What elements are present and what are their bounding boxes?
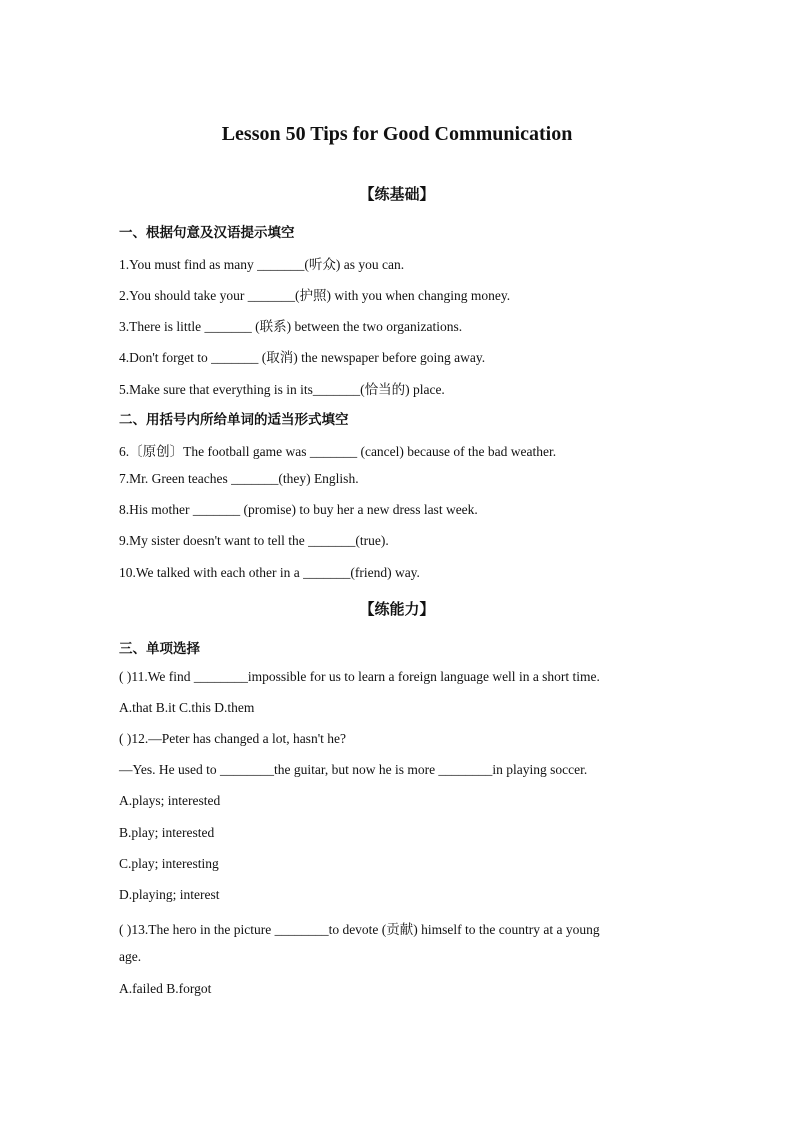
question-12-option-c: C.play; interesting xyxy=(119,856,219,871)
section2-heading: 二、用括号内所给单词的适当形式填空 xyxy=(119,412,349,428)
question-1: 1.You must find as many _______(听众) as you can. xyxy=(119,257,405,272)
question-12: ( )12.—Peter has changed a lot, hasn't he? xyxy=(119,731,346,746)
section1-heading: 一、根据句意及汉语提示填空 xyxy=(119,225,295,241)
question-12-option-a: A.plays; interested xyxy=(119,793,221,808)
question-12-option-d: D.playing; interest xyxy=(119,887,220,902)
question-11: ( )11.We find ________impossible for us to learn a foreign language well in a short time. xyxy=(119,669,600,684)
question-2: 2.You should take your _______(护照) with you when changing money. xyxy=(119,288,511,303)
question-10: 10.We talked with each other in a _______(friend) way. xyxy=(119,565,420,580)
question-13-options: A.failed B.forgot xyxy=(119,981,212,996)
part2-heading: 【练能力】 xyxy=(359,602,435,618)
page-title: Lesson 50 Tips for Good Communication xyxy=(221,123,573,145)
question-8: 8.His mother _______ (promise) to buy her a new dress last week. xyxy=(119,502,478,517)
question-9: 9.My sister doesn't want to tell the _______(true). xyxy=(119,533,389,548)
question-11-options: A.that B.it C.this D.them xyxy=(119,700,255,715)
question-6: 6.〔原创〕The football game was _______ (cancel) because of the bad weather. xyxy=(119,444,557,459)
question-3: 3.There is little _______ (联系) between the two organizations. xyxy=(119,319,463,334)
question-13-continued: age. xyxy=(119,949,142,964)
section3-heading: 三、单项选择 xyxy=(119,641,200,657)
part1-heading: 【练基础】 xyxy=(359,187,435,203)
question-7: 7.Mr. Green teaches _______(they) English. xyxy=(119,471,359,486)
question-4: 4.Don't forget to _______ (取消) the newspaper before going away. xyxy=(119,350,486,365)
question-13: ( )13.The hero in the picture ________to devote (贡献) himself to the country at a young xyxy=(119,922,600,937)
question-12-option-b: B.play; interested xyxy=(119,825,215,840)
question-5: 5.Make sure that everything is in its_______(恰当的) place. xyxy=(119,382,445,397)
question-12-reply: —Yes. He used to ________the guitar, but now he is more ________in playing soccer. xyxy=(119,762,588,777)
